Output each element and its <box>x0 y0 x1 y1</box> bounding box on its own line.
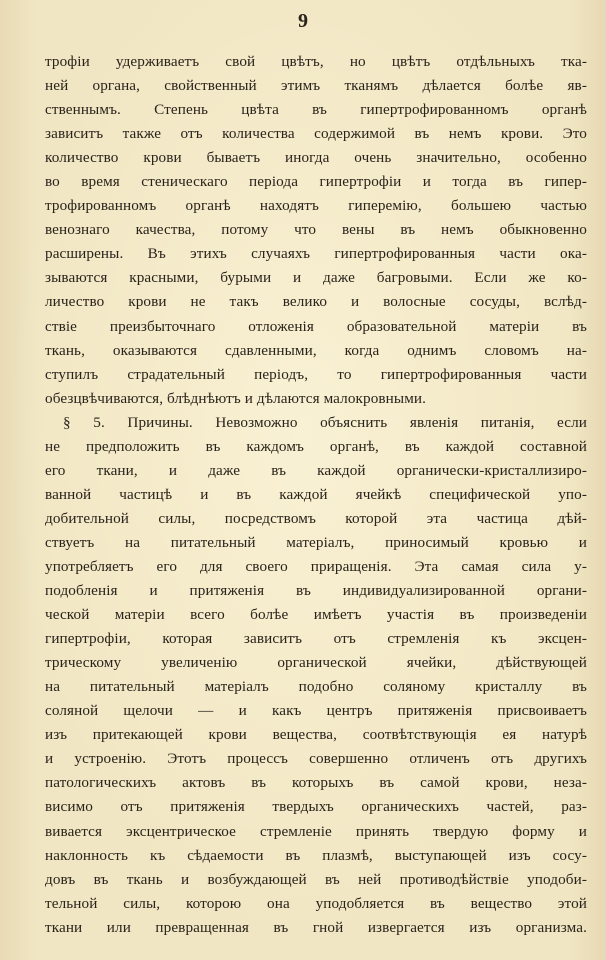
text-line: его ткани, и даже въ каждой органически-кристаллизиро- <box>45 461 587 479</box>
text-line: и устроенію. Этотъ процессъ совершенно отличенъ отъ другихъ <box>45 750 587 768</box>
text-line: трическому увеличенію органической ячейки, дѣйствующей <box>45 654 587 672</box>
text-line: ткань, оказываются сдавленными, когда однимъ словомъ на- <box>45 341 587 359</box>
text-line: ственнымъ. Степень цвѣта въ гипертрофированномъ органѣ <box>45 101 587 119</box>
text-line: употребляетъ его для своего приращенія. Эта самая сила у- <box>45 557 587 575</box>
text-line: ткани или превращенная въ гной извергается изъ организма. <box>45 918 587 936</box>
text-line: вивается эксцентрическое стремленіе принять твердую форму и <box>45 822 587 840</box>
text-line: ствуетъ на питательный матеріалъ, приносимый кровью и <box>45 533 587 551</box>
text-line: подобленія и притяженія въ индивидуализированной органи- <box>45 582 587 600</box>
text-line: личество крови не такъ велико и волосные сосуды, вслѣд- <box>45 293 587 311</box>
text-line: висимо отъ притяженія твердыхъ органическихъ частей, раз- <box>45 798 587 816</box>
text-line: ней органа, свойственный этимъ тканямъ дѣлается болѣе яв- <box>45 77 587 95</box>
text-line: расширены. Въ этихъ случаяхъ гипертрофированныя части ока- <box>45 245 587 263</box>
text-line: на питательный матеріалъ подобно соляному кристаллу въ <box>45 678 587 696</box>
text-line: во время стеническаго періода гипертрофіи и тогда въ гипер- <box>45 173 587 191</box>
text-line: ступилъ страдательный періодъ, то гипертрофированныя части <box>45 365 587 383</box>
text-line: обезцвѣчиваются, блѣднѣютъ и дѣлаются малокровными. <box>45 389 427 407</box>
text-line: ствіе преизбыточнаго отложенія образовательной матеріи въ <box>45 317 587 335</box>
text-line: трофіи удерживаетъ свой цвѣтъ, но цвѣтъ отдѣльныхъ тка- <box>45 53 587 70</box>
page-number: 9 <box>298 10 308 32</box>
body-text <box>45 50 587 940</box>
text-line: соляной щелочи — и какъ центръ притяженія присвоиваетъ <box>45 702 587 720</box>
text-line: не предположить въ каждомъ органѣ, въ каждой составной <box>45 437 587 455</box>
text-line: ванной частицѣ и въ каждой ячейкѣ специфической упо- <box>45 485 587 503</box>
text-line: добительной силы, посредствомъ которой эта частица дѣй- <box>45 509 587 527</box>
text-line: трофированномъ органѣ находятъ гиперемію, большею частью <box>45 197 587 215</box>
section-heading-line: § 5. Причины. Невозможно объяснить явленія питанія, если <box>63 413 587 431</box>
text-line: зависитъ также отъ количества содержимой въ немъ крови. Это <box>45 125 587 143</box>
text-line: патологическихъ актовъ въ которыхъ въ самой крови, неза- <box>45 774 587 792</box>
text-line: тельной силы, которою она уподобляется въ вещество этой <box>45 894 587 912</box>
text-line: изъ притекающей крови вещества, соотвѣтствующія ея натурѣ <box>45 726 587 744</box>
text-line: количество крови бываетъ иногда очень значительно, особенно <box>45 149 587 167</box>
text-line: зываются красными, бурыми и даже багровыми. Если же ко- <box>45 269 587 287</box>
text-line: наклонность къ сѣдаемости въ плазмѣ, выступающей изъ сосу- <box>45 846 587 864</box>
text-line: довъ въ ткань и возбуждающей въ ней противодѣйствіе уподоби- <box>45 870 587 888</box>
text-line: венознаго качества, потому что вены въ немъ обыкновенно <box>45 221 587 239</box>
text-line: гипертрофіи, которая зависитъ отъ стремленія къ эксцен- <box>45 630 587 648</box>
text-line: ческой матеріи всего болѣе имѣетъ участія въ произведеніи <box>45 606 587 624</box>
